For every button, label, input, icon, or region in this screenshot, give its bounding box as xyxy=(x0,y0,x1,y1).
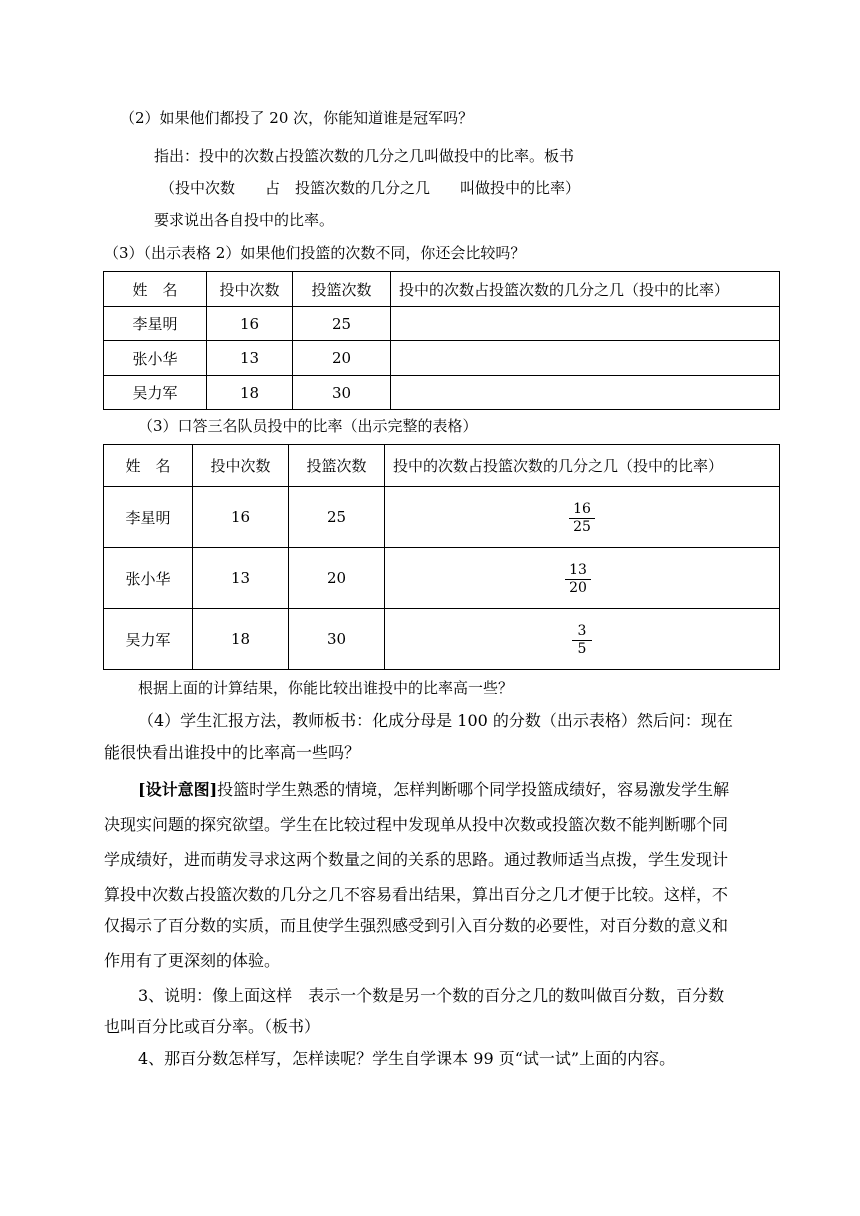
formula-text: （投中次数 占 投篮次数的几分之几 叫做投中的比率） xyxy=(160,179,581,197)
cell-shots: 30 xyxy=(289,609,385,670)
cell-name: 张小华 xyxy=(104,341,207,376)
question-4-line-1: （4）学生汇报方法，教师板书：化成分母是 100 的分数（出示表格）然后问：现在 xyxy=(138,711,733,730)
cell-name: 李星明 xyxy=(104,487,193,548)
cell-shots: 25 xyxy=(289,487,385,548)
cell-ratio-empty xyxy=(391,307,780,341)
cell-hits: 18 xyxy=(193,609,289,670)
fraction xyxy=(571,501,593,536)
cell-ratio-empty xyxy=(391,376,780,410)
require-text: 要求说出各自投中的比率。 xyxy=(154,211,335,229)
header-ratio: 投中的次数占投篮次数的几分之几（投中的比率） xyxy=(391,272,780,307)
cell-ratio xyxy=(385,487,780,548)
numerator: 16 xyxy=(573,500,591,517)
design-line-5: 仅揭示了百分数的实质，而且使学生强烈感受到引入百分数的必要性，对百分数的意义和 xyxy=(104,916,729,935)
cell-name: 张小华 xyxy=(104,548,193,609)
header-shots: 投篮次数 xyxy=(289,445,385,487)
cell-name: 吴力军 xyxy=(104,609,193,670)
header-shots: 投篮次数 xyxy=(293,272,391,307)
denominator: 5 xyxy=(577,640,587,657)
cell-shots: 25 xyxy=(293,307,391,341)
cell-ratio-empty xyxy=(391,341,780,376)
design-line-3: 学成绩好，进而萌发寻求这两个数量之间的关系的思路。通过教师适当点拨，学生发现计 xyxy=(104,850,729,869)
point-out-text: 指出：投中的次数占投篮次数的几分之几叫做投中的比率。板书 xyxy=(154,147,575,165)
table-row xyxy=(104,341,780,376)
design-line-2: 决现实问题的探究欲望。学生在比较过程中发现单从投中次数或投篮次数不能判断哪个同 xyxy=(104,815,729,834)
header-hits: 投中次数 xyxy=(193,445,289,487)
table-1-header-row xyxy=(104,272,780,307)
question-4-line-2: 能很快看出谁投中的比率高一些吗？ xyxy=(104,743,361,762)
cell-hits: 13 xyxy=(193,548,289,609)
compare-text: 根据上面的计算结果，你能比较出谁投中的比率高一些？ xyxy=(138,679,514,697)
fraction xyxy=(567,562,589,597)
design-line-1 xyxy=(138,780,729,800)
cell-name: 李星明 xyxy=(104,307,207,341)
table-row xyxy=(104,307,780,341)
cell-shots: 30 xyxy=(293,376,391,410)
cell-hits: 13 xyxy=(207,341,293,376)
cell-name: 吴力军 xyxy=(104,376,207,410)
design-intent-label: [设计意图] xyxy=(138,780,218,799)
table-row xyxy=(104,609,780,670)
section-4: 4、那百分数怎样写，怎样读呢？学生自学课本 99 页“试一试”上面的内容。 xyxy=(138,1049,676,1068)
table-row xyxy=(104,487,780,548)
numerator: 3 xyxy=(577,622,587,639)
table-2-header-row xyxy=(104,445,780,487)
design-line-6: 作用有了更深刻的体验。 xyxy=(104,951,281,970)
design-line-4: 算投中次数占投篮次数的几分之几不容易看出结果，算出百分之几才便于比较。这样，不 xyxy=(104,885,729,904)
denominator: 25 xyxy=(573,518,591,535)
question-3: （3）（出示表格 2）如果他们投篮的次数不同，你还会比较吗？ xyxy=(104,244,526,262)
header-ratio: 投中的次数占投篮次数的几分之几（投中的比率） xyxy=(385,445,780,487)
cell-shots: 20 xyxy=(289,548,385,609)
numerator: 13 xyxy=(569,561,587,578)
question-2: （2）如果他们都投了 20 次，你能知道谁是冠军吗？ xyxy=(120,109,474,127)
table-2 xyxy=(103,444,780,670)
section-3-line-2: 也叫百分比或百分率。（板书） xyxy=(104,1017,321,1036)
cell-hits: 18 xyxy=(207,376,293,410)
header-name: 姓 名 xyxy=(104,445,193,487)
table-row xyxy=(104,548,780,609)
table-1 xyxy=(103,271,780,410)
cell-hits: 16 xyxy=(207,307,293,341)
denominator: 20 xyxy=(569,579,587,596)
header-name: 姓 名 xyxy=(104,272,207,307)
header-hits: 投中次数 xyxy=(207,272,293,307)
table-row xyxy=(104,376,780,410)
cell-ratio xyxy=(385,609,780,670)
cell-hits: 16 xyxy=(193,487,289,548)
section-3-line-1: 3、说明：像上面这样 表示一个数是另一个数的百分之几的数叫做百分数，百分数 xyxy=(138,986,725,1005)
cell-shots: 20 xyxy=(293,341,391,376)
cell-ratio xyxy=(385,548,780,609)
question-3b: （3）口答三名队员投中的比率（出示完整的表格） xyxy=(138,417,478,435)
design-line-1-text: 投篮时学生熟悉的情境，怎样判断哪个同学投篮成绩好，容易激发学生解 xyxy=(217,780,730,799)
fraction xyxy=(574,623,590,658)
